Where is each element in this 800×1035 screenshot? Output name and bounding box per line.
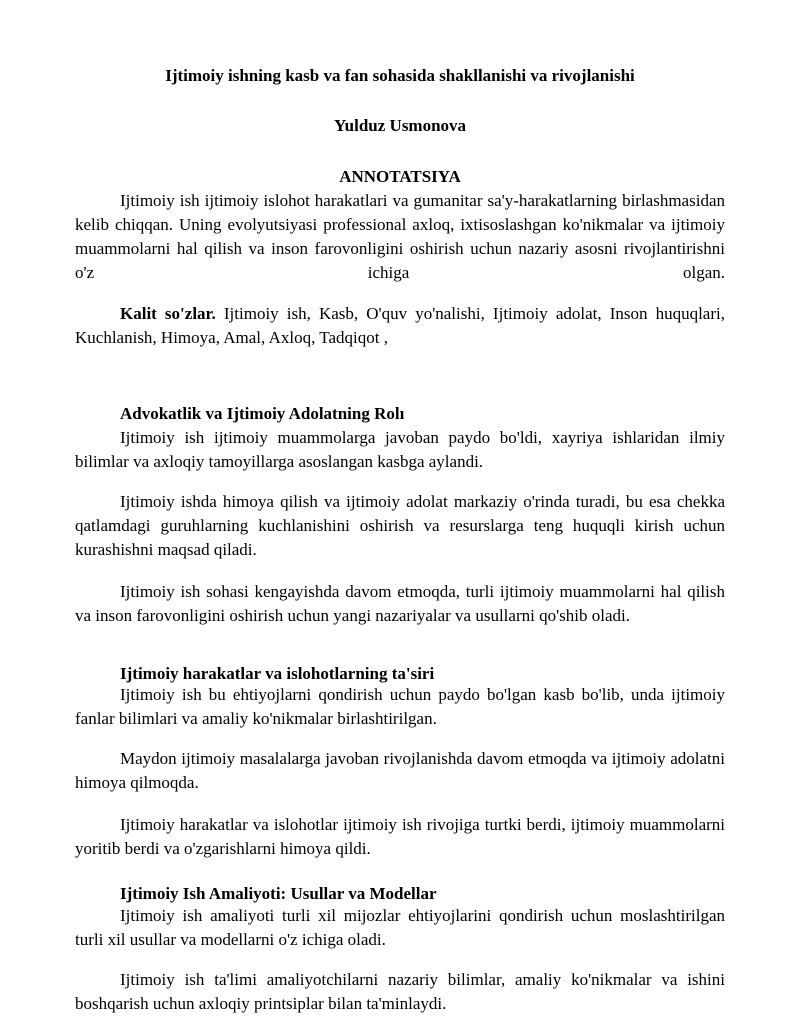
keywords-paragraph — [75, 302, 725, 350]
section-paragraph: Ijtimoiy ish amaliyoti turli xil mijozlar ehtiyojlarini qondirish uchun moslashtirilgan turli xil usullar va modellarni o'z ichiga oladi. — [75, 906, 725, 949]
keywords-label: Kalit so'zlar. — [120, 304, 216, 323]
document-title: Ijtimoiy ishning kasb va fan sohasida shakllanishi va rivojlanishi — [165, 66, 635, 85]
section-paragraph: Ijtimoiy ish sohasi kengayishda davom etmoqda, turli ijtimoiy muammolarni hal qilish va inson farovonligini oshirish uchun yangi nazariyalar va usullarni qo'shib oladi. — [75, 582, 725, 625]
section-paragraph: Ijtimoiy ishda himoya qilish va ijtimoiy adolat markaziy o'rinda turadi, bu esa chekka qatlamdagi guruhlarning kuchlanishini oshirish va resurslarga teng huquqli kirish uchun kurashishni maqsad qiladi. — [75, 492, 725, 559]
author-name: Yulduz Usmonova — [333, 116, 467, 135]
section-heading-advocacy: Advokatlik va Ijtimoiy Adolatning Rolı — [120, 404, 405, 423]
section-heading-movements: Ijtimoiy harakatlar va islohotlarning ta'siri — [120, 664, 435, 683]
section-paragraph: Ijtimoiy ish ijtimoiy muammolarga javoban paydo bo'ldi, xayriya ishlaridan ilmiy bilimlar va axloqiy tamoyillarga asoslangan kasbga aylandi. — [75, 428, 725, 471]
abstract-paragraph: Ijtimoiy ish ijtimoiy islohot harakatlari va gumanitar sa'y-harakatlarning birlashmasidan kelib chiqqan. Uning evolyutsiyasi professional axloq, ixtisoslashgan ko'nikmalar va ijtimoiy muammolarni hal qilish va inson farovonligini oshirish uchun nazariy asosni rivojlantirishni o'z ichiga olgan. — [75, 191, 725, 282]
section-paragraph: Ijtimoiy ish bu ehtiyojlarni qondirish uchun paydo bo'lgan kasb bo'lib, unda ijtimoiy fanlar bilimlari va amaliy ko'nikmalar birlashtirilgan. — [75, 685, 725, 728]
section-paragraph: Ijtimoiy harakatlar va islohotlar ijtimoiy ish rivojiga turtki berdi, ijtimoiy muammolarni yoritib berdi va o'zgarishlarni himoya qildi. — [75, 815, 725, 858]
abstract-heading: ANNOTATSIYA — [339, 167, 461, 186]
keywords-text: Ijtimoiy ish, Kasb, O'quv yo'nalishi, Ijtimoiy adolat, Inson huquqlari, Kuchlanish, Himoya, Amal, Axloq, Tadqiqot , — [75, 304, 725, 347]
section-paragraph: Ijtimoiy ish ta'limi amaliyotchilarni nazariy bilimlar, amaliy ko'nikmalar va ishini boshqarish uchun axloqiy printsiplar bilan ta'minlaydi. — [75, 970, 725, 1013]
section-heading-practice: Ijtimoiy Ish Amaliyoti: Usullar va Modellar — [120, 884, 437, 903]
section-paragraph: Maydon ijtimoiy masalalarga javoban rivojlanishda davom etmoqda va ijtimoiy adolatni himoya qilmoqda. — [75, 749, 725, 792]
